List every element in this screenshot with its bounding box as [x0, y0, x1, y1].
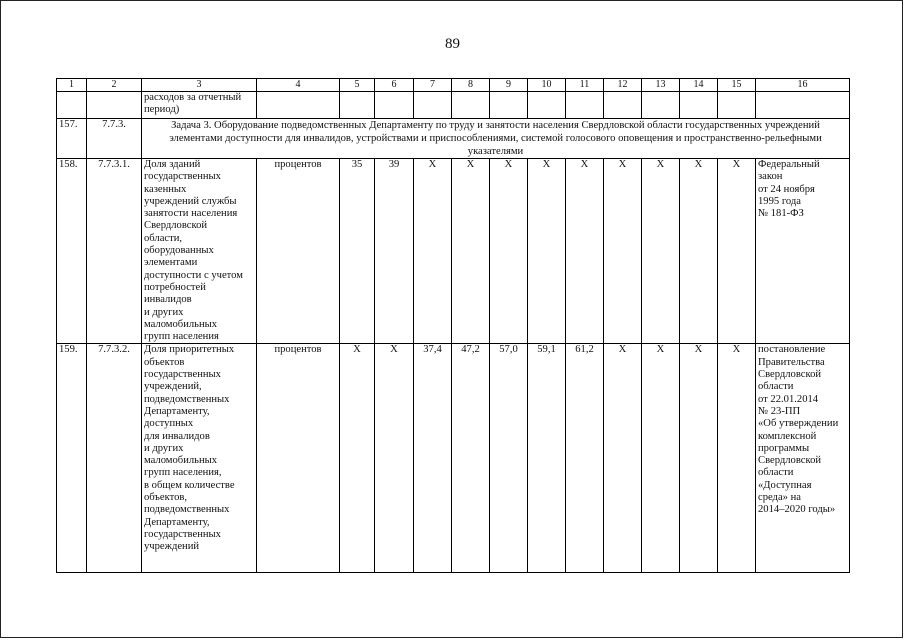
task-description: Задача 3. Оборудование подведомственных Департаменту по труду и занятости населения Свердловской области государственных учреждений элементами доступности для инвалидов, устройствами и приспособлениями, системой голосового оповещения и пространственно-рельефными указателями — [142, 119, 850, 159]
value-cell: X — [452, 159, 490, 344]
source-document: постановление Правительства Свердловской области от 22.01.2014 № 23-ПП «Об утверждении комплексной программы Свердловской области «Доступная среда» на 2014–2020 годы» — [756, 344, 850, 573]
value-cell: X — [718, 344, 756, 573]
task-row — [57, 119, 850, 159]
value-cell: X — [642, 344, 680, 573]
row-code: 7.7.3. — [87, 119, 142, 159]
indicators-table — [56, 78, 850, 573]
header-cell: 16 — [756, 79, 850, 92]
value-cell: X — [642, 159, 680, 344]
header-cell: 7 — [414, 79, 452, 92]
row-number: 159. — [57, 344, 87, 573]
row-code: 7.7.3.2. — [87, 344, 142, 573]
row-number: 158. — [57, 159, 87, 344]
row-number: 157. — [57, 119, 87, 159]
header-cell: 15 — [718, 79, 756, 92]
table-row — [57, 344, 850, 573]
value-cell: 47,2 — [452, 344, 490, 573]
row-code: 7.7.3.1. — [87, 159, 142, 344]
unit: процентов — [257, 344, 340, 573]
continuation-row — [57, 92, 850, 119]
value-cell: X — [718, 159, 756, 344]
value-cell: X — [528, 159, 566, 344]
header-cell: 10 — [528, 79, 566, 92]
indicator-name: Доля зданий государственных казенных учреждений службы занятости населения Свердловской области, оборудованных элементами доступности с учетом потребностей инвалидов и других маломобильных групп населения — [142, 159, 257, 344]
value-cell: 35 — [340, 159, 375, 344]
value-cell: 57,0 — [490, 344, 528, 573]
value-cell: X — [604, 344, 642, 573]
indicator-name: Доля приоритетных объектов государственных учреждений, подведомственных Департаменту, доступных для инвалидов и других маломобильных групп населения, в общем количестве объектов, подведомственных Департаменту, государственных учреждений — [142, 344, 257, 573]
header-cell: 13 — [642, 79, 680, 92]
header-cell: 2 — [87, 79, 142, 92]
value-cell: X — [414, 159, 452, 344]
value-cell: X — [680, 344, 718, 573]
value-cell: X — [340, 344, 375, 573]
value-cell: X — [566, 159, 604, 344]
header-cell: 5 — [340, 79, 375, 92]
header-cell: 3 — [142, 79, 257, 92]
value-cell: X — [490, 159, 528, 344]
unit: процентов — [257, 159, 340, 344]
header-cell: 9 — [490, 79, 528, 92]
header-cell: 6 — [375, 79, 414, 92]
header-cell: 14 — [680, 79, 718, 92]
value-cell: 59,1 — [528, 344, 566, 573]
page-number: 89 — [445, 36, 460, 52]
source-document: Федеральный закон от 24 ноября 1995 года № 181-ФЗ — [756, 159, 850, 344]
header-cell: 4 — [257, 79, 340, 92]
value-cell: X — [680, 159, 718, 344]
value-cell: 61,2 — [566, 344, 604, 573]
value-cell: 39 — [375, 159, 414, 344]
header-cell: 11 — [566, 79, 604, 92]
value-cell: X — [604, 159, 642, 344]
value-cell: X — [375, 344, 414, 573]
table-row — [57, 159, 850, 344]
header-cell: 1 — [57, 79, 87, 92]
header-row — [57, 79, 850, 92]
header-cell: 8 — [452, 79, 490, 92]
value-cell: 37,4 — [414, 344, 452, 573]
header-cell: 12 — [604, 79, 642, 92]
continuation-name: расходов за отчетный период) — [142, 92, 257, 119]
